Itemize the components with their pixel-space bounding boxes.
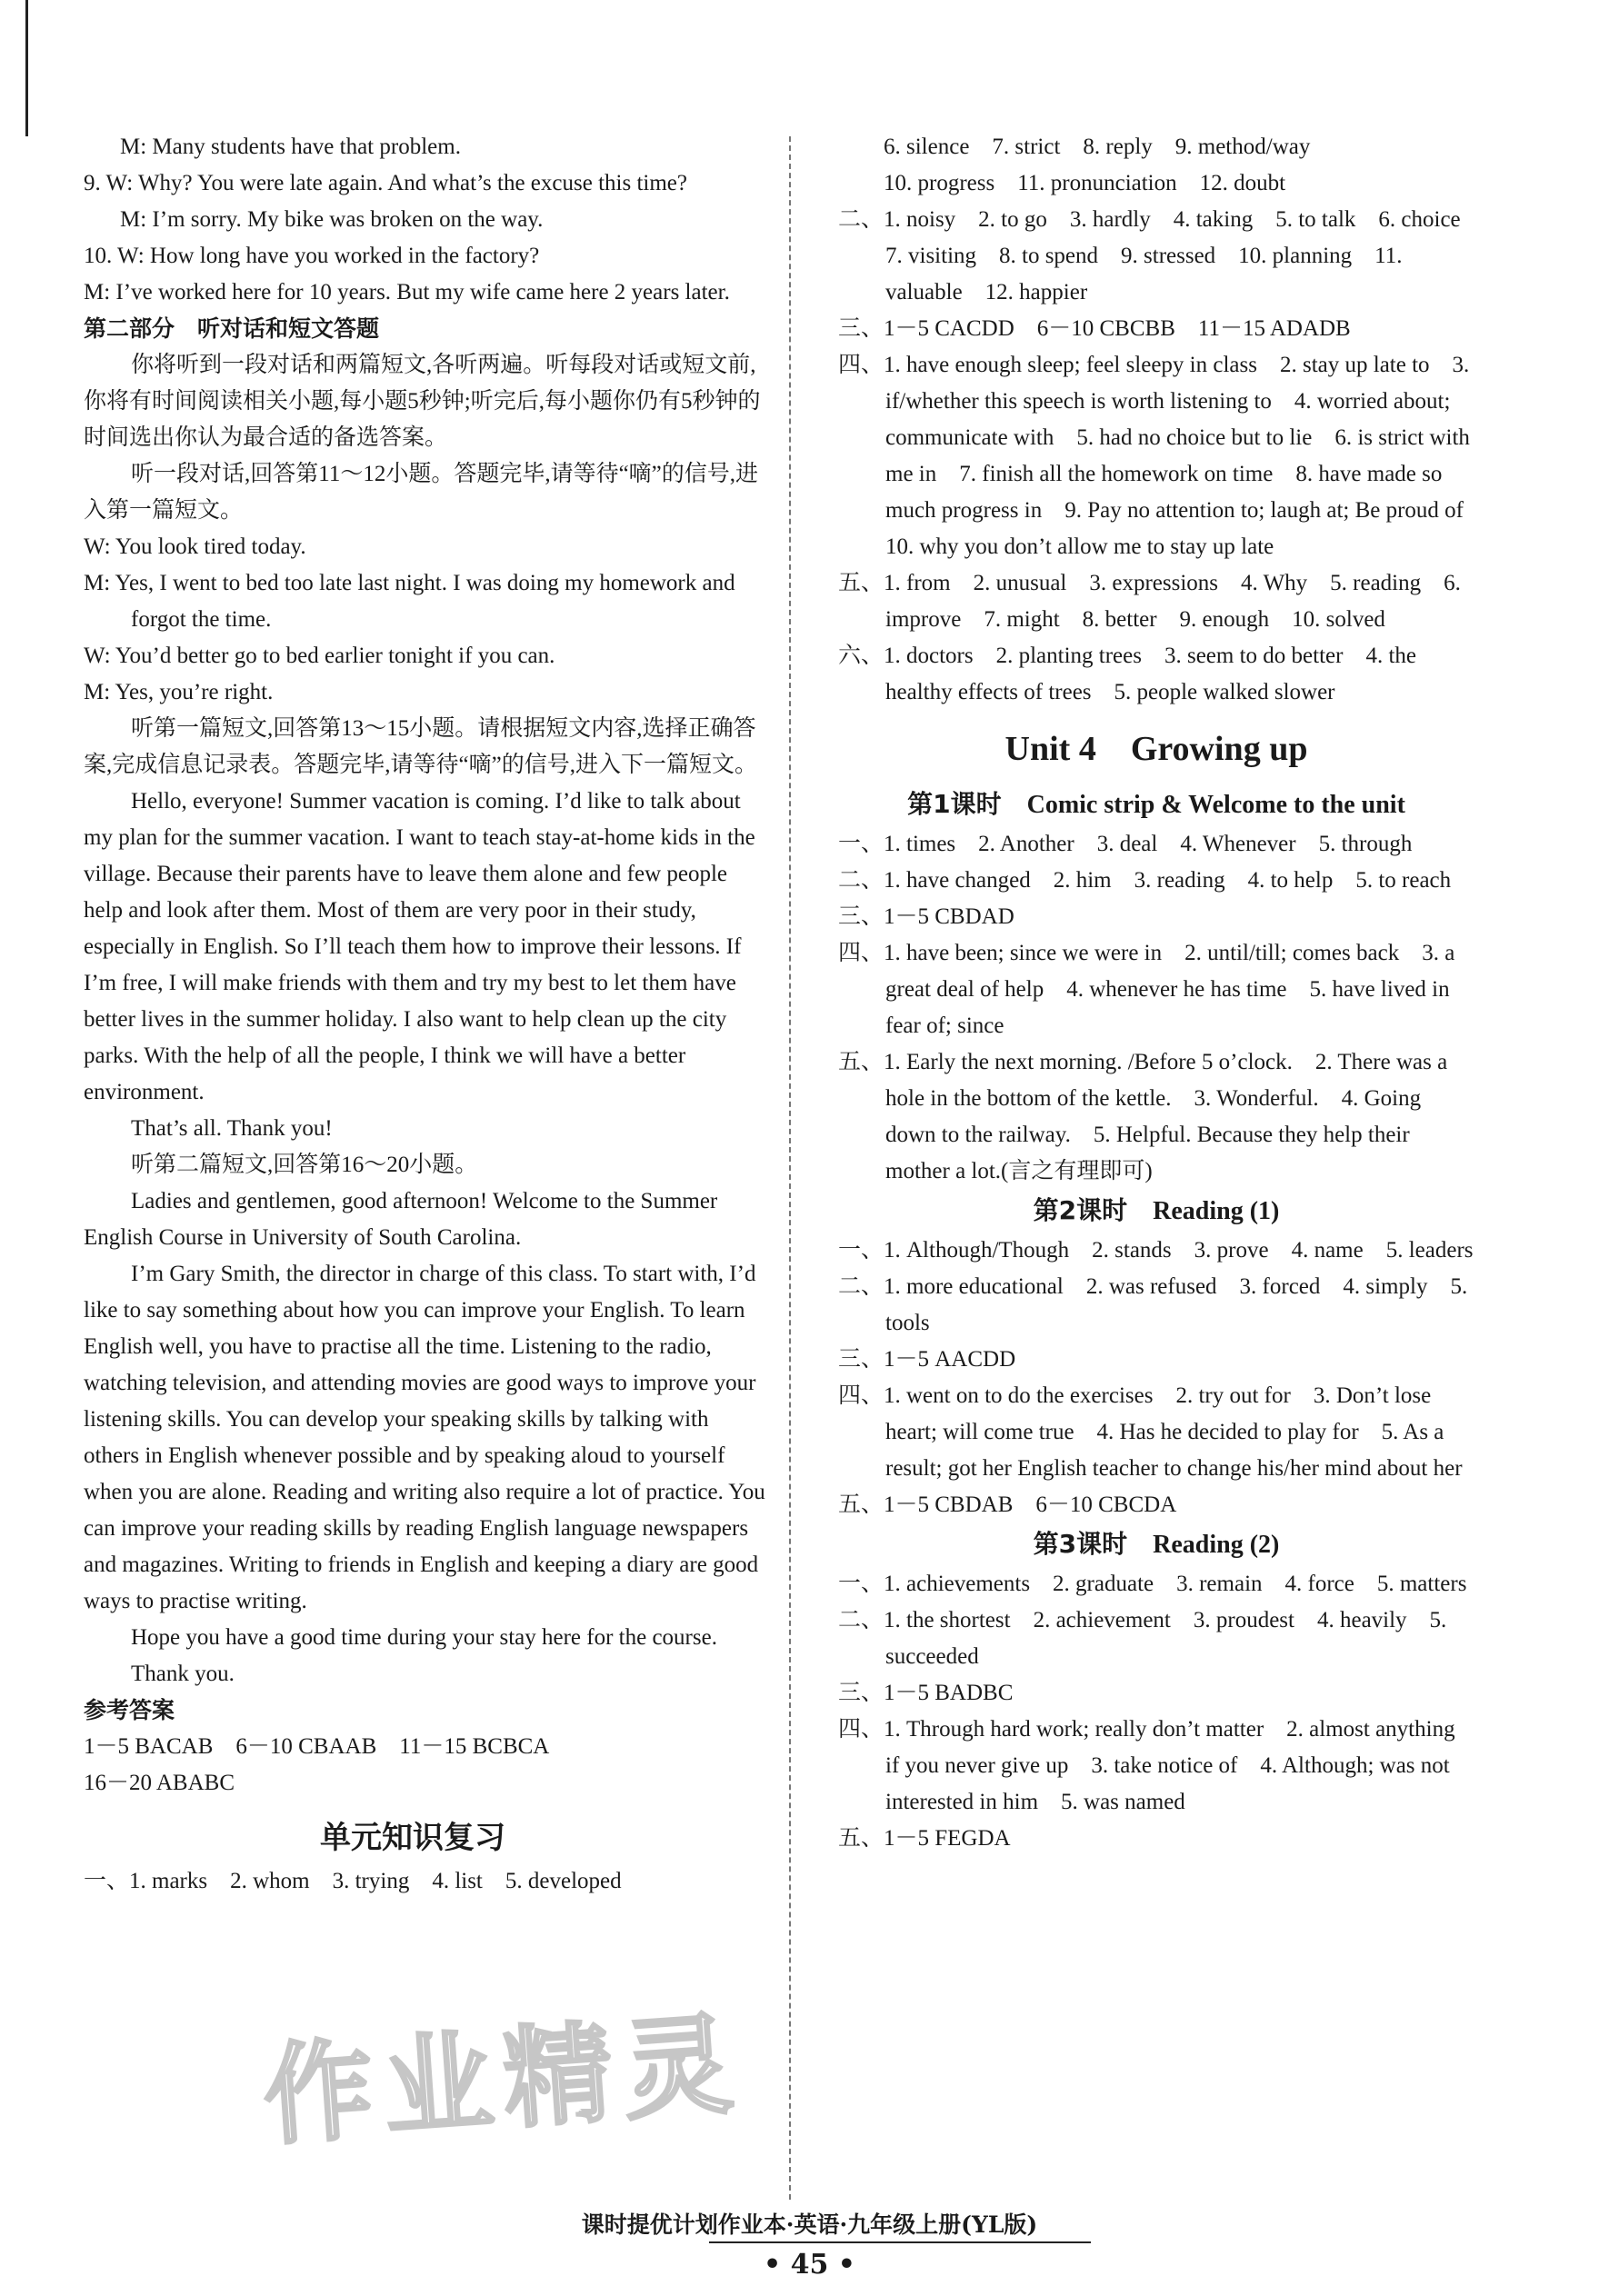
text-line: 参考答案 (84, 1697, 175, 1723)
text-line: 二、1. noisy 2. to go 3. hardly 4. taking 5. to talk 6. choice 7. visiting 8. to spend 9. stressed 10. planning 11. valuable 12. happier (838, 207, 1484, 304)
text-line: 六、1. doctors 2. planting trees 3. seem to do better 4. the healthy effects of trees 5. people walked slower (838, 644, 1416, 704)
answer-line: 二、1. more educational 2. was refused 3. forced 4. simply 5. tools (838, 1274, 1468, 1335)
answer-line: 五、1－5 FEGDA (838, 1826, 1011, 1851)
text-line: 第二部分 听对话和短文答题 (84, 315, 380, 342)
footer-rule (709, 2241, 1091, 2243)
answer-line: 二、1. the shortest 2. achievement 3. proudest 4. heavily 5. succeeded (838, 1608, 1447, 1669)
text-line: M: Many students have that problem. (120, 135, 461, 159)
answer-line: 五、1－5 CBDAB 6－10 CBCDA (838, 1492, 1177, 1517)
review-answers: 一、1. marks 2. whom 3. trying 4. list 5. developed (84, 1869, 622, 1893)
text-line: 9. W: Why? You were late again. And what’s the excuse this time? (84, 171, 687, 195)
answer-line: 二、1. have changed 2. him 3. reading 4. to help 5. to reach (838, 868, 1452, 893)
text-line: M: Yes, you’re right. (84, 680, 274, 704)
review-heading: 单元知识复习 (320, 1820, 505, 1856)
text-line: 10. progress 11. pronunciation 12. doubt (838, 171, 1286, 195)
page-number: • 45 • (764, 2249, 855, 2281)
lesson-answers (838, 784, 1474, 1857)
listening-script (84, 129, 765, 1802)
text-line: 听一段对话,回答第11～12小题。答题完毕,请等待“嘀”的信号,进入第一篇短文。 (84, 462, 759, 523)
column-divider (789, 136, 791, 2200)
lesson-title (838, 784, 1474, 826)
text-line: 6. silence 7. strict 8. reply 9. method/way (838, 135, 1311, 159)
lesson-number: 第3课时 (1033, 1529, 1128, 1559)
answer-line: 一、1. Although/Though 2. stands 3. prove 4. name 5. leaders (838, 1238, 1474, 1263)
answer-line: 三、1－5 CBDAD (838, 904, 1014, 929)
text-line: 听第二篇短文,回答第16～20小题。 (131, 1153, 478, 1177)
text-line: I’m Gary Smith, the director in charge of this class. To start with, I’d like to say something about how you can improve your English. To learn English well, you have to practise all the time. Listening to the radio, watching television, and attending movies are good ways to improve your listening skills. You can develop your speaking skills by talking with others in English whenever possible and by speaking aloud to yourself when you are alone. Reading and writing also require a lot of practice. You can improve your reading skills by reading English language newspapers and magazines. Writing to friends in English and keeping a diary are good ways to practise writing. (84, 1262, 765, 1613)
lesson-title (838, 1523, 1474, 1566)
answer-line: 一、1. times 2. Another 3. deal 4. Whenever 5. through (838, 832, 1413, 856)
text-line: Ladies and gentlemen, good afternoon! Welcome to the Summer English Course in University of South Carolina. (84, 1189, 718, 1250)
answer-line: 一、1. achievements 2. graduate 3. remain 4. force 5. matters (838, 1572, 1467, 1596)
text-line: M: I’ve worked here for 10 years. But my wife came here 2 years later. (84, 280, 730, 304)
text-line: 10. W: How long have you worked in the factory? (84, 244, 540, 268)
lesson-name: Reading (2) (1153, 1531, 1280, 1559)
text-line: 16－20 ABABC (84, 1771, 235, 1795)
text-line: M: Yes, I went to bed too late last night. I was doing my homework and forgot the time. (84, 571, 735, 632)
text-line: M: I’m sorry. My bike was broken on the way. (120, 207, 544, 232)
answer-line: 四、1. have been; since we were in 2. until/till; comes back 3. a great deal of help 4. whenever he has time 5. have lived in fear of; since (838, 941, 1455, 1038)
text-line: 三、1－5 CACDD 6－10 CBCBB 11－15 ADADB (838, 316, 1351, 341)
watermark-logo: 作业精灵 (259, 2001, 748, 2161)
text-line: 四、1. have enough sleep; feel sleepy in class 2. stay up late to 3. if/whether this speech is worth listening to 4. worried about; communicate with 5. had no choice but to lie 6. is strict with me in 7. finish all the homework on time 8. have made so much progress in 9. Pay no attention to; laugh at; Be proud of 10. why you don’t allow me to stay up late (838, 353, 1487, 559)
binding-line (25, 0, 28, 136)
answer-line: 三、1－5 BADBC (838, 1681, 1014, 1705)
lesson-name: Comic strip & Welcome to the unit (1026, 791, 1405, 819)
answer-line: 四、1. went on to do the exercises 2. try out for 3. Don’t lose heart; will come true 4. Has he decided to play for 5. As a result; got her English teacher to change his/her mind about her (838, 1383, 1463, 1481)
text-line: 1－5 BACAB 6－10 CBAAB 11－15 BCBCA (84, 1734, 550, 1759)
answer-line: 三、1－5 AACDD (838, 1347, 1016, 1372)
text-line: W: You look tired today. (84, 534, 306, 559)
left-column (84, 129, 765, 1900)
text-line: Thank you. (131, 1662, 235, 1686)
text-line: 你将听到一段对话和两篇短文,各听两遍。听每段对话或短文前,你将有时间阅读相关小题,每小题5秒钟;听完后,每小题你仍有5秒钟的时间选出你认为最合适的备选答案。 (84, 353, 761, 450)
text-line: That’s all. Thank you! (131, 1116, 333, 1141)
answer-line: 五、1. Early the next morning. /Before 5 o’clock. 2. There was a hole in the bottom of the kettle. 3. Wonderful. 4. Going down to the railway. 5. Helpful. Because they help their mother a lot.(言之有理即可) (838, 1050, 1448, 1183)
text-line: W: You’d better go to bed earlier tonight if you can. (84, 644, 555, 668)
lesson-title (838, 1190, 1474, 1233)
lesson-number: 第1课时 (907, 789, 1002, 819)
footer-book-title: 课时提优计划作业本·英语·九年级上册(YL版) (581, 2211, 1038, 2238)
text-line: Hope you have a good time during your stay here for the course. (131, 1625, 717, 1650)
lesson-name: Reading (1) (1153, 1197, 1280, 1225)
answer-line: 四、1. Through hard work; really don’t matter 2. almost anything if you never give up 3. take notice of 4. Although; was not interested in him 5. was named (838, 1717, 1455, 1814)
text-line: 五、1. from 2. unusual 3. expressions 4. Why 5. reading 6. improve 7. might 8. better 9. enough 10. solved (838, 571, 1461, 632)
review-answers-continued (838, 129, 1487, 711)
text-line: Hello, everyone! Summer vacation is coming. I’d like to talk about my plan for the summer vacation. I want to teach stay-at-home kids in the village. Because their parents have to leave them alone and few people help and look after them. Most of them are very poor in their study, especially in English. So I’ll teach them how to improve their lessons. If I’m free, I will make friends with them and try my best to let them have better lives in the summer holiday. I also want to help clean up the city parks. With the help of all the people, I think we will have a better environment. (84, 789, 755, 1104)
lesson-number: 第2课时 (1033, 1195, 1128, 1225)
text-line: 听第一篇短文,回答第13～15小题。请根据短文内容,选择正确答案,完成信息记录表。答题完毕,请等待“嘀”的信号,进入下一篇短文。 (84, 716, 757, 777)
unit-title: Unit 4 Growing up (1004, 730, 1308, 768)
right-column (838, 129, 1487, 1857)
